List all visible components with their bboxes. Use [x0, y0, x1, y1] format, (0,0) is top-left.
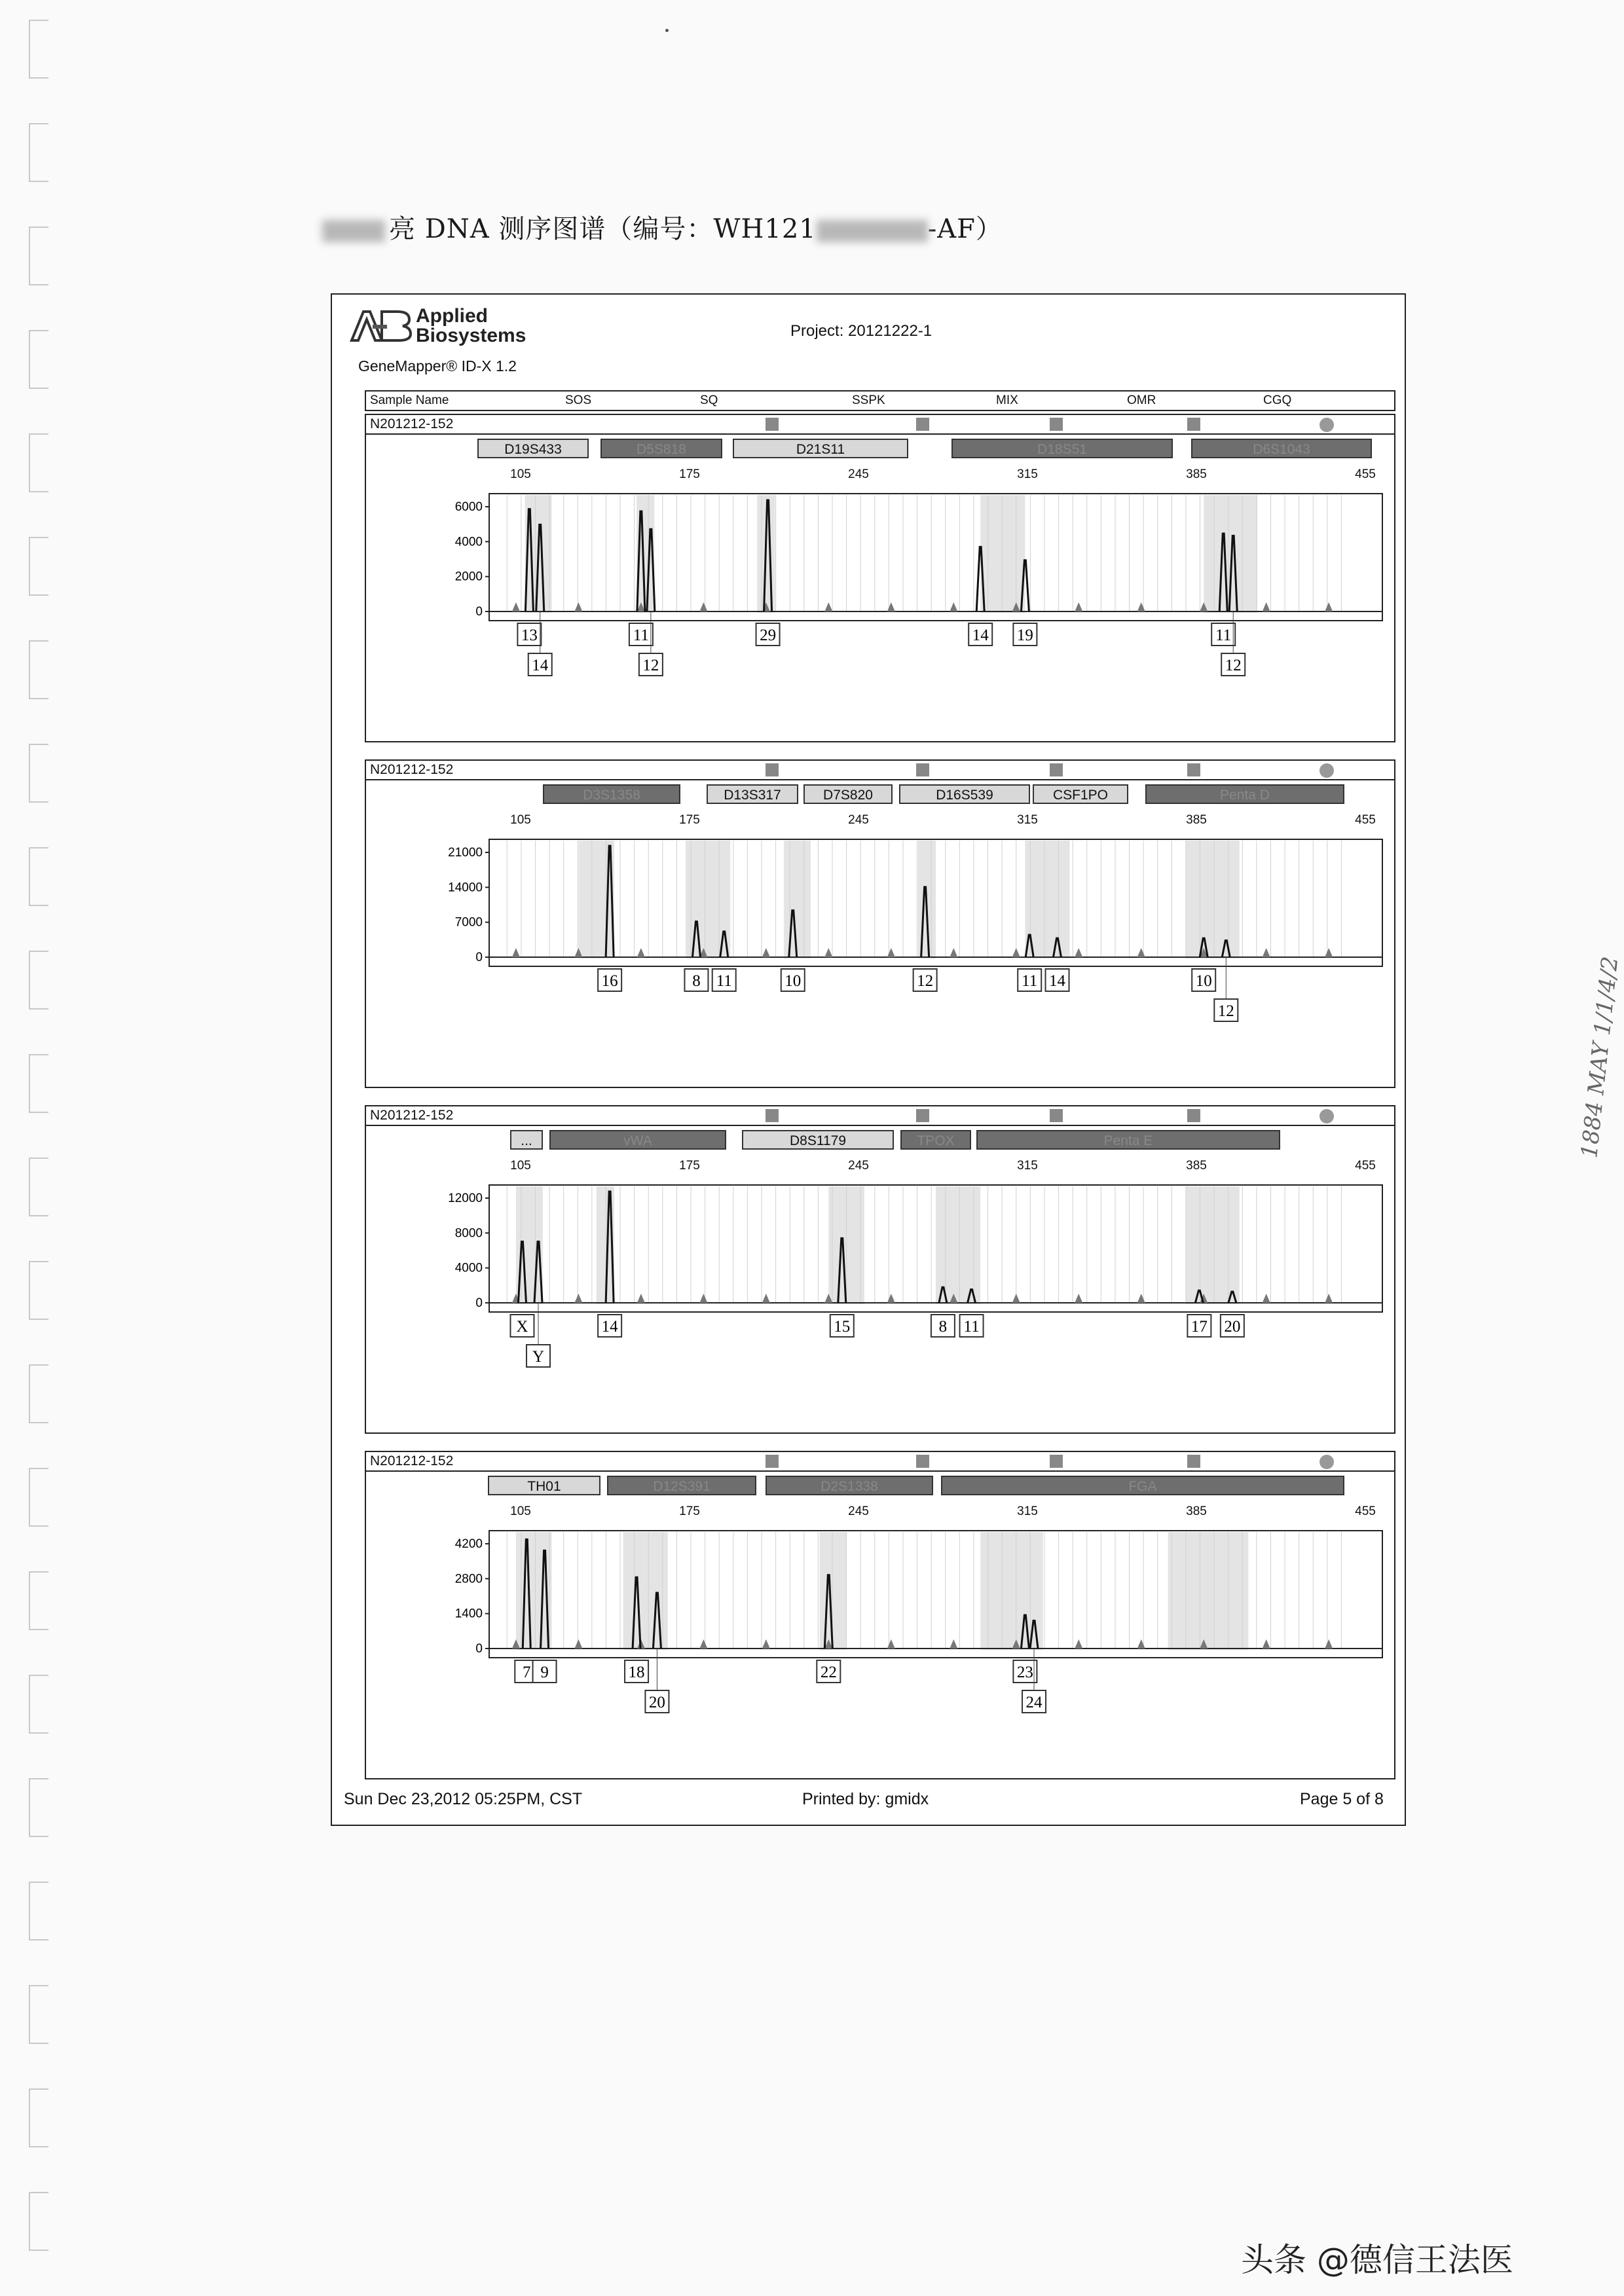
binder-hole	[29, 847, 48, 906]
peak-plot	[366, 826, 1394, 1082]
allele-call: 12	[1217, 1002, 1234, 1020]
x-tick-label: 245	[848, 1504, 869, 1518]
x-tick-label: 105	[510, 467, 531, 481]
page-heading	[322, 208, 1003, 246]
y-tick-label: 14000	[448, 881, 483, 895]
binder-hole	[29, 1571, 48, 1630]
allele-bin-band	[686, 841, 730, 958]
allele-call: 14	[601, 1318, 618, 1336]
marker-row	[366, 439, 1394, 462]
marker-label: D16S539	[899, 784, 1030, 804]
binder-hole	[29, 1468, 48, 1527]
allele-call: 11	[633, 627, 649, 644]
allele-call: 17	[1190, 1318, 1208, 1336]
quality-flag-icon	[766, 418, 779, 431]
binder-hole	[29, 1054, 48, 1113]
quality-circle-icon	[1320, 1109, 1334, 1123]
x-tick-label: 245	[848, 467, 869, 481]
x-tick-label: 385	[1186, 813, 1207, 827]
quality-flag-icon	[916, 763, 929, 776]
quality-flag-icon	[916, 418, 929, 431]
allele-call: 11	[1022, 972, 1038, 990]
ab-logo-icon	[349, 308, 413, 343]
marker-label: D6S1043	[1191, 439, 1372, 458]
marker-row	[366, 1130, 1394, 1154]
allele-bin-band	[623, 1532, 668, 1650]
x-tick-label: 175	[679, 1159, 700, 1173]
electropherogram-panel	[365, 1105, 1395, 1434]
binder-hole	[29, 433, 48, 492]
quality-flag-icon	[916, 1455, 929, 1468]
allele-call: 22	[820, 1664, 837, 1681]
report-footer	[344, 1790, 1392, 1813]
allele-bin-band	[784, 841, 811, 958]
allele-call: 16	[601, 972, 618, 990]
peak-plot	[366, 481, 1394, 736]
quality-circle-icon	[1320, 418, 1334, 432]
marker-label: ...	[510, 1130, 543, 1150]
y-tick-label: 4000	[454, 535, 483, 549]
allele-call: 11	[716, 972, 732, 990]
brand-line-2: Biosystems	[416, 325, 526, 346]
x-tick-label: 455	[1355, 467, 1376, 481]
sample-name: N201212-152	[370, 762, 454, 777]
marker-label: TPOX	[900, 1130, 971, 1150]
allele-call: 12	[917, 972, 934, 990]
quality-column-header	[365, 390, 1395, 411]
marker-label: D18S51	[951, 439, 1173, 458]
marker-label: FGA	[941, 1476, 1344, 1495]
sample-name: N201212-152	[370, 1453, 454, 1468]
peak-plot	[366, 1172, 1394, 1427]
project-id: Project: 20121222-1	[790, 322, 932, 340]
binder-hole	[29, 951, 48, 1010]
x-tick-label: 175	[679, 467, 700, 481]
x-tick-label: 455	[1355, 813, 1376, 827]
allele-call: Y	[532, 1348, 545, 1366]
allele-call: 14	[972, 627, 989, 644]
binder-hole	[29, 2192, 48, 2251]
allele-bin-band	[980, 495, 1025, 613]
binder-hole	[29, 1157, 48, 1216]
binder-hole	[29, 227, 48, 285]
x-tick-label: 455	[1355, 1159, 1376, 1173]
y-tick-label: 0	[475, 1296, 483, 1310]
binder-hole	[29, 20, 48, 79]
x-tick-label: 385	[1186, 1504, 1207, 1518]
binder-hole	[29, 537, 48, 596]
allele-call: 12	[642, 657, 659, 674]
x-tick-label: 105	[510, 1159, 531, 1173]
binder-hole	[29, 1261, 48, 1320]
marker-label: Penta D	[1145, 784, 1344, 804]
redaction-mark	[322, 220, 385, 242]
binder-hole	[29, 744, 48, 803]
binder-hole	[29, 1882, 48, 1941]
y-tick-label: 4200	[454, 1537, 483, 1551]
redaction-mark	[817, 220, 928, 242]
brand-logo	[346, 305, 543, 374]
sample-name: N201212-152	[370, 416, 454, 431]
allele-call: 20	[648, 1694, 665, 1711]
x-tick-label: 245	[848, 813, 869, 827]
y-tick-label: 2000	[454, 570, 483, 584]
x-tick-label: 315	[1017, 467, 1038, 481]
software-version: GeneMapper® ID-X 1.2	[358, 357, 517, 374]
y-tick-label: 6000	[454, 500, 483, 514]
binder-holes	[29, 0, 55, 2296]
x-tick-label: 385	[1186, 467, 1207, 481]
allele-call: 11	[1215, 627, 1232, 644]
col-cgq: CGQ	[1263, 393, 1292, 407]
heading-suffix: -AF）	[927, 214, 1003, 244]
allele-call: X	[516, 1318, 528, 1336]
marker-label: D8S1179	[742, 1130, 894, 1150]
y-tick-label: 0	[475, 605, 483, 619]
quality-flag-icon	[1050, 763, 1063, 776]
marker-label: D21S11	[733, 439, 908, 458]
panel-title-bar	[366, 761, 1394, 780]
quality-flag-icon	[1187, 1109, 1200, 1122]
y-tick-label: 2800	[454, 1572, 483, 1586]
electropherogram-panel	[365, 414, 1395, 742]
brand-line-1: Applied	[416, 305, 488, 327]
y-tick-label: 0	[475, 951, 483, 964]
footer-printed-by: Printed by: gmidx	[802, 1790, 929, 1808]
genemapper-report	[331, 293, 1406, 1826]
y-tick-label: 7000	[454, 915, 483, 930]
binder-hole	[29, 1675, 48, 1734]
x-tick-label: 175	[679, 1504, 700, 1518]
y-tick-label: 1400	[454, 1607, 483, 1621]
watermark: 头条 @德信王法医	[1241, 2241, 1513, 2279]
marker-label: Penta E	[976, 1130, 1280, 1150]
quality-flag-icon	[766, 763, 779, 776]
x-tick-label: 455	[1355, 1504, 1376, 1518]
x-tick-label: 105	[510, 813, 531, 827]
quality-flag-icon	[1187, 418, 1200, 431]
quality-flag-icon	[916, 1109, 929, 1122]
allele-call: 8	[938, 1318, 948, 1336]
quality-flag-icon	[1050, 1109, 1063, 1122]
marker-label: D5S818	[600, 439, 722, 458]
marker-label: D7S820	[803, 784, 893, 804]
col-mix: MIX	[996, 393, 1018, 407]
allele-call: 10	[784, 972, 802, 990]
y-tick-label: 21000	[448, 846, 483, 860]
allele-call: 19	[1016, 627, 1033, 644]
x-tick-label: 385	[1186, 1159, 1207, 1173]
peak-plot	[366, 1518, 1394, 1773]
allele-call: 12	[1225, 657, 1242, 674]
binder-hole	[29, 640, 48, 699]
col-omr: OMR	[1127, 393, 1156, 407]
allele-call: 20	[1224, 1318, 1241, 1336]
speck	[665, 29, 669, 32]
allele-call: 24	[1025, 1694, 1043, 1711]
x-tick-label: 315	[1017, 1159, 1038, 1173]
binder-hole	[29, 1778, 48, 1837]
electropherogram-panel	[365, 759, 1395, 1088]
allele-bin-band	[1186, 841, 1240, 958]
quality-flag-icon	[766, 1455, 779, 1468]
x-tick-label: 315	[1017, 813, 1038, 827]
electropherogram-panel	[365, 1451, 1395, 1779]
allele-call: 8	[692, 972, 701, 990]
quality-flag-icon	[1187, 763, 1200, 776]
marker-label: D2S1338	[766, 1476, 933, 1495]
marker-label: TH01	[488, 1476, 600, 1495]
allele-call: 10	[1195, 972, 1212, 990]
panel-title-bar	[366, 415, 1394, 435]
col-sq: SQ	[700, 393, 718, 407]
y-tick-label: 0	[475, 1642, 483, 1656]
footer-date: Sun Dec 23,2012 05:25PM, CST	[344, 1790, 583, 1808]
allele-call: 14	[532, 657, 549, 674]
marker-label: vWA	[549, 1130, 726, 1150]
allele-call: 29	[760, 627, 777, 644]
handwritten-margin-note	[1576, 851, 1624, 1165]
allele-call: 11	[963, 1318, 980, 1336]
panel-title-bar	[366, 1106, 1394, 1126]
quality-flag-icon	[1050, 1455, 1063, 1468]
marker-label: CSF1PO	[1033, 784, 1128, 804]
marker-label: D12S391	[607, 1476, 756, 1495]
y-tick-label: 4000	[454, 1261, 483, 1275]
quality-flag-icon	[1050, 418, 1063, 431]
marker-row	[366, 784, 1394, 808]
col-sspk: SSPK	[852, 393, 885, 407]
footer-page: Page 5 of 8	[1300, 1790, 1384, 1808]
allele-bin-band	[1186, 1186, 1240, 1304]
marker-label: D13S317	[707, 784, 798, 804]
marker-row	[366, 1476, 1394, 1499]
heading-main: DNA 测序图谱（编号：WH121	[416, 214, 817, 244]
svg-text:1884 MAY 1/1/4/2: 1884 MAY 1/1/4/2	[1576, 955, 1624, 1159]
binder-hole	[29, 2088, 48, 2147]
binder-hole	[29, 330, 48, 389]
marker-label: D3S1358	[543, 784, 680, 804]
allele-call: 14	[1049, 972, 1066, 990]
sample-name: N201212-152	[370, 1108, 454, 1123]
binder-hole	[29, 1985, 48, 2044]
allele-call: 18	[628, 1664, 645, 1681]
y-tick-label: 12000	[448, 1192, 483, 1205]
allele-call: 13	[521, 627, 538, 644]
allele-call: 15	[834, 1318, 851, 1336]
quality-circle-icon	[1320, 1455, 1334, 1469]
col-sample-name: Sample Name	[370, 393, 449, 407]
binder-hole	[29, 1364, 48, 1423]
x-tick-label: 175	[679, 813, 700, 827]
col-sos: SOS	[565, 393, 592, 407]
allele-bin-band	[980, 1532, 1043, 1650]
panel-title-bar	[366, 1452, 1394, 1472]
allele-call: 7	[523, 1664, 531, 1681]
quality-circle-icon	[1320, 763, 1334, 778]
allele-bin-band	[820, 1532, 847, 1650]
quality-flag-icon	[766, 1109, 779, 1122]
marker-label: D19S433	[477, 439, 589, 458]
binder-hole	[29, 123, 48, 182]
x-tick-label: 105	[510, 1504, 531, 1518]
quality-flag-icon	[1187, 1455, 1200, 1468]
allele-call: 9	[540, 1664, 549, 1681]
allele-bin-band	[1168, 1532, 1249, 1650]
allele-call: 23	[1016, 1664, 1033, 1681]
y-tick-label: 8000	[454, 1226, 483, 1241]
heading-prefix: 亮	[389, 214, 416, 244]
x-tick-label: 245	[848, 1159, 869, 1173]
x-tick-label: 315	[1017, 1504, 1038, 1518]
